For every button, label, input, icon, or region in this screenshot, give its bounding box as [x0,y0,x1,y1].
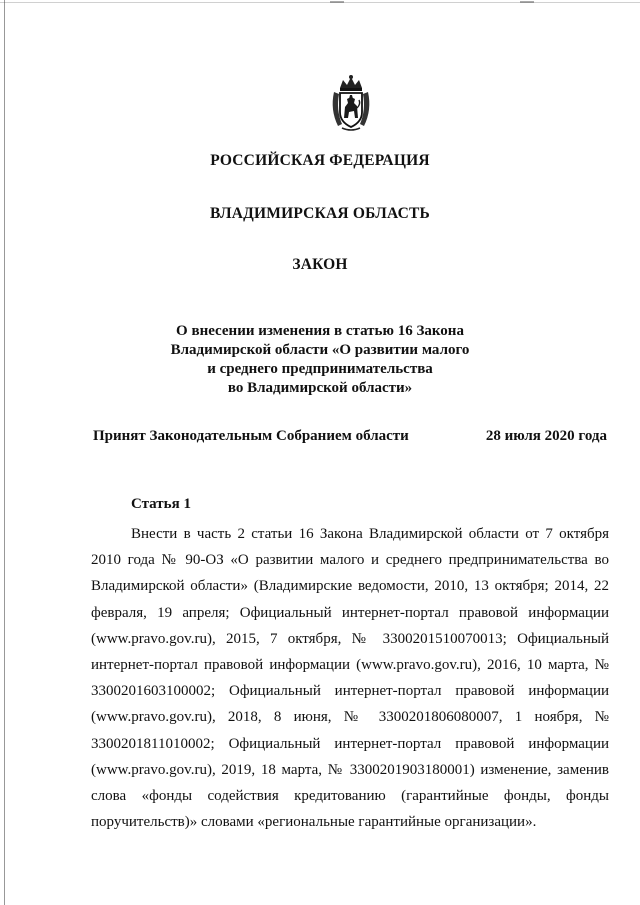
scan-edge-left [4,0,5,905]
region-heading: ВЛАДИМИРСКАЯ ОБЛАСТЬ [210,205,430,222]
law-title-line: и среднего предпринимательства [207,361,433,377]
adoption-date: 28 июля 2020 года [485,428,607,444]
scan-edge-top [0,2,640,3]
coat-of-arms-icon [328,74,374,132]
country-heading: РОССИЙСКАЯ ФЕДЕРАЦИЯ [210,152,430,169]
scan-speck [330,1,344,3]
scan-speck [520,1,534,3]
article-heading: Статья 1 [131,496,191,512]
law-title [0,322,640,398]
article-body: Внести в часть 2 статьи 16 Закона Владимирской области от 7 октября 2010 года № 90-ОЗ «О развитии малого и среднего предпринимательства во Владимирской области» (Владимирские ведомости, 2010, 13 октября; 2014, 22 февраля, 19 апреля; Официальный интернет-портал правовой информации (www.pravo.gov.ru), 2015, 7 октября, № 3300201510070013; Официальный интернет-портал правовой информации (www.pravo.gov.ru), 2016, 10 марта, № 3300201603100002; Официальный интернет-портал правовой информации (www.pravo.gov.ru), 2018, 8 июня, № 3300201806080007, 1 ноября, № 3300201811010002; Официальный интернет-портал правовой информации (www.pravo.gov.ru), 2019, 18 марта, № 3300201903180001) изменение, заменив слова «фонды содействия кредитованию (гарантийные фонды, фонды поручительств)» словами «региональные гарантийные организации». [91,526,609,831]
law-title-line: во Владимирской области» [227,380,413,396]
law-title-line: О внесении изменения в статью 16 Закона [176,323,464,339]
adoption-label: Принят Законодательным Собранием области [93,428,409,444]
law-title-line: Владимирской области «О развитии малого [170,342,470,358]
doc-type-heading: ЗАКОН [292,256,348,273]
